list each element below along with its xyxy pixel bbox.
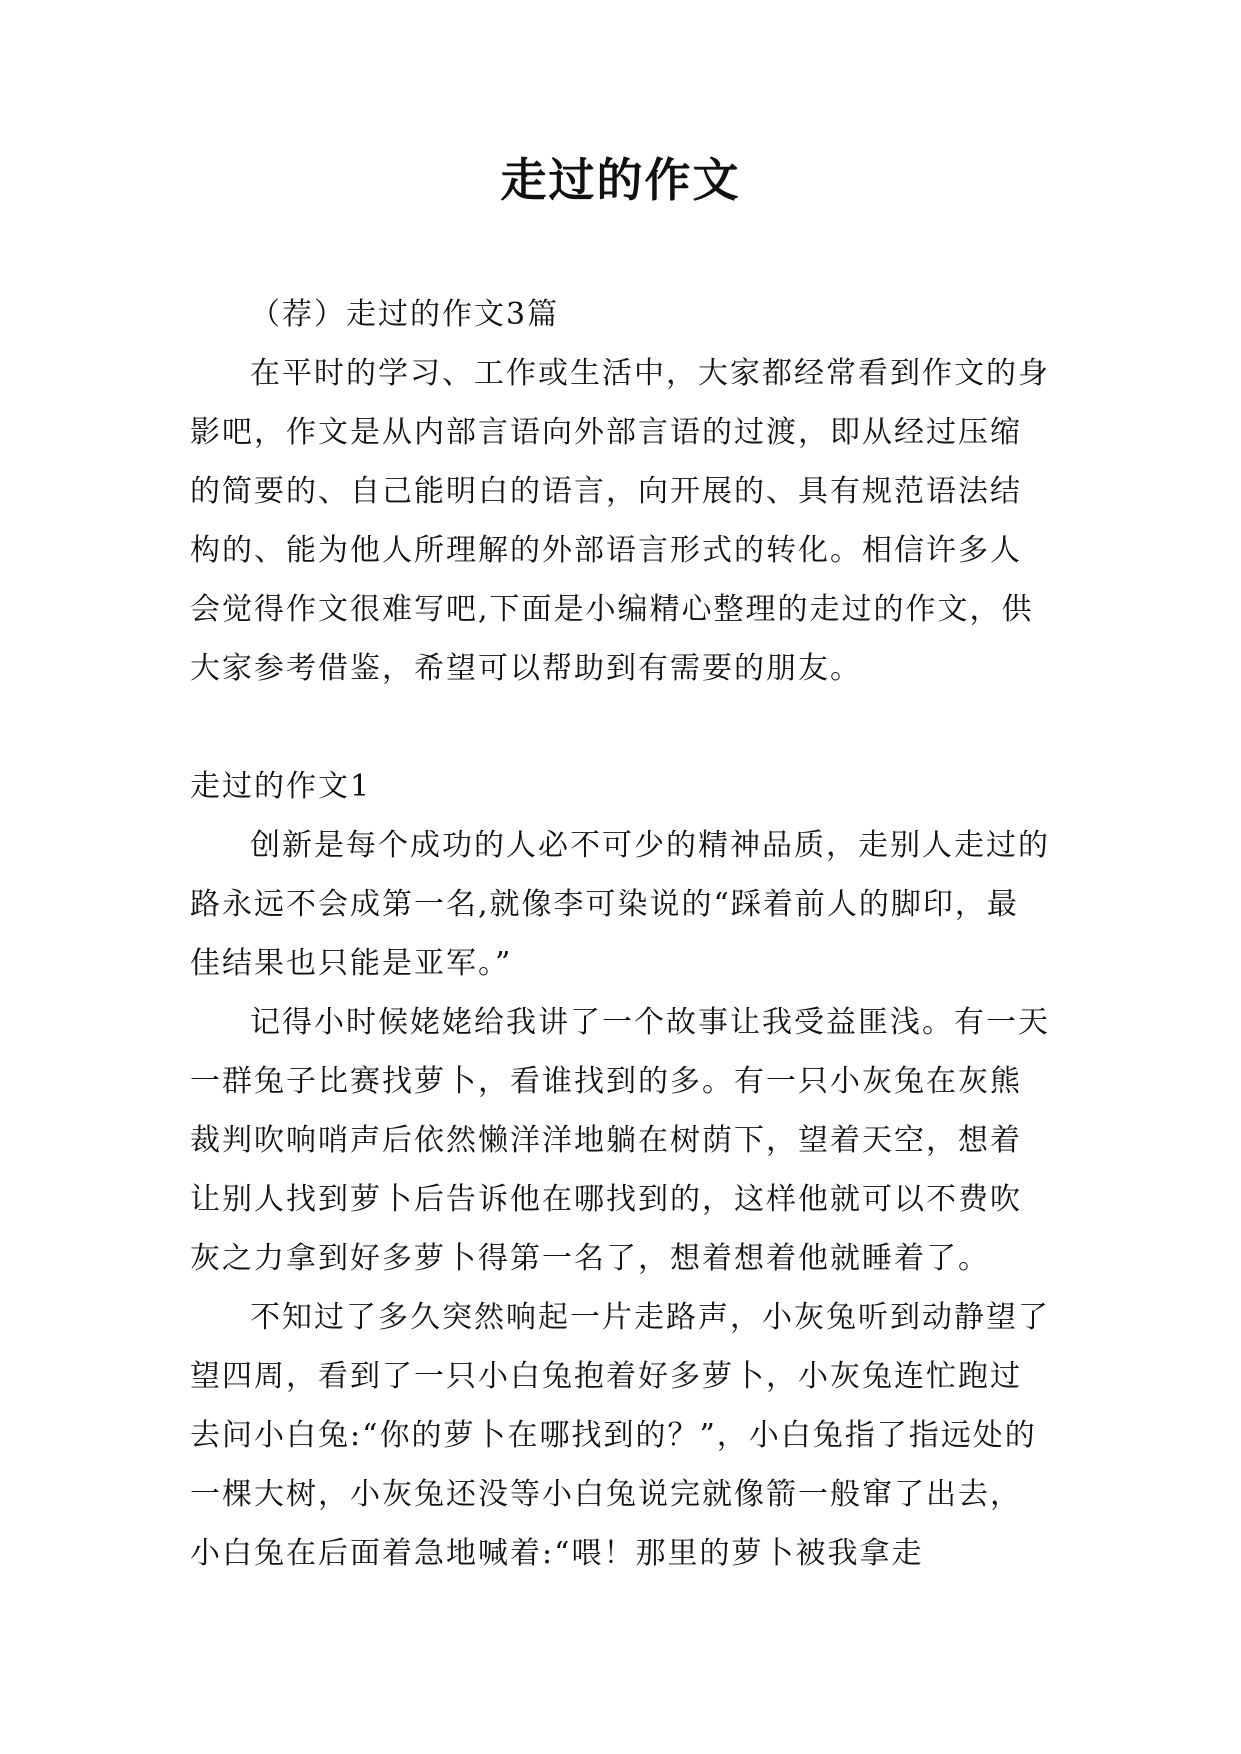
subtitle-line: （荐）走过的作文3篇 — [250, 297, 560, 332]
document-title: 走过的作文 — [500, 153, 741, 207]
section-heading: 走过的作文1 — [190, 769, 372, 804]
document-body — [190, 285, 1050, 1583]
section-paragraph-2: 记得小时候姥姥给我讲了一个故事让我受益匪浅。有一天一群兔子比赛找萝卜，看谁找到的多。有一只小灰兔在灰熊裁判吹响哨声后依然懒洋洋地躺在树荫下，望着天空，想着让别人找到萝卜后告诉他在哪找到的，这样他就可以不费吹灰之力拿到好多萝卜得第一名了，想着想着他就睡着了。 — [190, 1005, 1050, 1276]
section-paragraph-1: 创新是每个成功的人必不可少的精神品质，走别人走过的路永远不会成第一名,就像李可染说的“踩着前人的脚印，最佳结果也只能是亚军。” — [190, 828, 1050, 981]
section-paragraph-3: 不知过了多久突然响起一片走路声，小灰兔听到动静望了望四周，看到了一只小白兔抱着好多萝卜，小灰兔连忙跑过去问小白兔:“你的萝卜在哪找到的？”，小白兔指了指远处的一棵大树，小灰兔还没等小白兔说完就像箭一般窜了出去，小白兔在后面着急地喊着:“喂！那里的萝卜被我拿走 — [190, 1300, 1050, 1571]
intro-paragraph: 在平时的学习、工作或生活中，大家都经常看到作文的身影吧，作文是从内部言语向外部言语的过渡，即从经过压缩的简要的、自己能明白的语言，向开展的、具有规范语法结构的、能为他人所理解的外部语言形式的转化。相信许多人会觉得作文很难写吧,下面是小编精心整理的走过的作文，供大家参考借鉴，希望可以帮助到有需要的朋友。 — [190, 356, 1050, 686]
